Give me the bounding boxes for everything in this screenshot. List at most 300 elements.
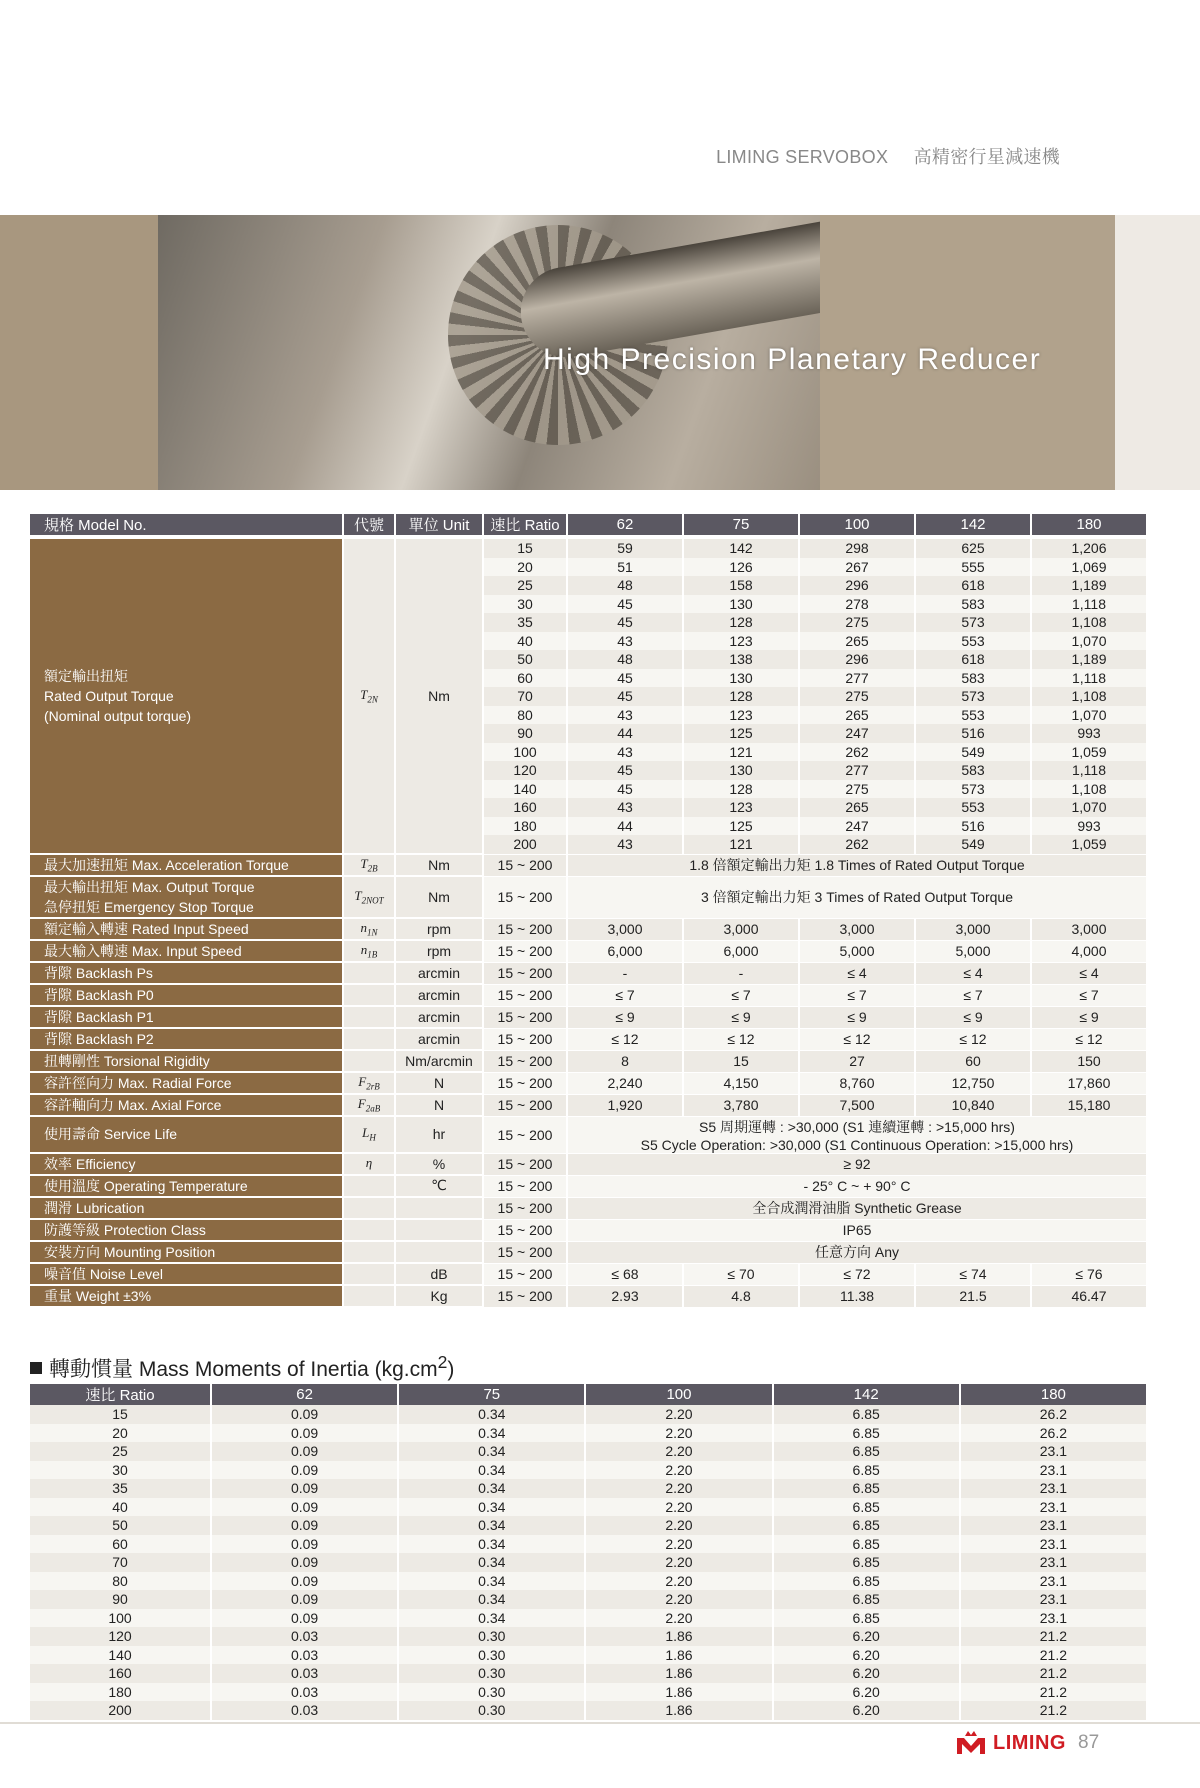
table-row xyxy=(30,1664,1146,1683)
value-cell: 2.20 xyxy=(586,1479,771,1498)
ratio-cell: 40 xyxy=(30,1498,210,1517)
unit-cell: arcmin xyxy=(396,1006,482,1028)
value-cell: ≤ 12 xyxy=(916,1028,1030,1050)
param-label-line: 背隙 Backlash P0 xyxy=(44,986,154,1003)
hero-banner xyxy=(0,215,1200,490)
symbol-cell xyxy=(344,1219,394,1241)
value-cell: 43 xyxy=(568,632,682,651)
value-cell: 44 xyxy=(568,724,682,743)
value-cell: 6.20 xyxy=(774,1701,959,1720)
ratio-cell: 40 xyxy=(484,632,566,651)
table-row xyxy=(30,1553,1146,1572)
spec-row-mounting-position xyxy=(30,1241,1146,1263)
value-cell: 247 xyxy=(800,724,914,743)
value-cell: 2.20 xyxy=(586,1442,771,1461)
value-cell: 125 xyxy=(684,817,798,836)
value-cell: 262 xyxy=(800,743,914,762)
symbol-cell xyxy=(344,1116,394,1153)
value-cell: ≤ 7 xyxy=(568,984,682,1006)
value-cell: 130 xyxy=(684,761,798,780)
value-cell: 553 xyxy=(916,706,1030,725)
value-cell: 1,070 xyxy=(1032,632,1146,651)
value-cell: 265 xyxy=(800,706,914,725)
value-cell: 6.20 xyxy=(774,1683,959,1702)
value-cell: 0.34 xyxy=(399,1535,584,1554)
value-cell: 138 xyxy=(684,650,798,669)
value-cell: ≤ 9 xyxy=(916,1006,1030,1028)
spec-row-operating-temperature xyxy=(30,1175,1146,1197)
param-label xyxy=(30,854,342,876)
param-label-line: 額定輸入轉速 Rated Input Speed xyxy=(44,920,249,937)
value-cell: ≤ 70 xyxy=(684,1263,798,1285)
table-row xyxy=(30,1683,1146,1702)
symbol-main: F xyxy=(357,1095,366,1111)
value-cell: 21.2 xyxy=(961,1627,1146,1646)
ratio-cell: 15 ~ 200 xyxy=(484,1153,566,1175)
value-cell: 583 xyxy=(916,669,1030,688)
table-row xyxy=(30,1424,1146,1443)
value-cell: 8,760 xyxy=(800,1072,914,1094)
spec-row-service-life xyxy=(30,1116,1146,1153)
symbol-cell xyxy=(344,962,394,984)
span-line: IP65 xyxy=(842,1222,872,1238)
ratio-cell: 15 ~ 200 xyxy=(484,854,566,876)
ratio-cell: 15 ~ 200 xyxy=(484,1241,566,1263)
value-cell: 23.1 xyxy=(961,1442,1146,1461)
spec-row-protection-class xyxy=(30,1219,1146,1241)
spec-header-row xyxy=(30,514,1146,539)
spec-row-torsional-rigidity xyxy=(30,1050,1146,1072)
value-cell: 45 xyxy=(568,780,682,799)
value-cell: 59 xyxy=(568,539,682,558)
ratio-cell: 15 ~ 200 xyxy=(484,1072,566,1094)
value-cell: ≤ 12 xyxy=(1032,1028,1146,1050)
value-cell: 267 xyxy=(800,558,914,577)
value-cell: 1,070 xyxy=(1032,706,1146,725)
symbol-cell xyxy=(344,918,394,940)
ratio-cell: 15 ~ 200 xyxy=(484,1197,566,1219)
unit-cell: arcmin xyxy=(396,984,482,1006)
value-cell: 150 xyxy=(1032,1050,1146,1072)
value-cell: 2.20 xyxy=(586,1590,771,1609)
value-cell: 277 xyxy=(800,761,914,780)
symbol-cell xyxy=(344,940,394,962)
value-cell: 0.03 xyxy=(212,1701,397,1720)
value-cell: 2.20 xyxy=(586,1516,771,1535)
value-cell: ≤ 68 xyxy=(568,1263,682,1285)
symbol-main: n xyxy=(360,919,367,935)
value-cell: 15,180 xyxy=(1032,1094,1146,1116)
value-cell: ≤ 74 xyxy=(916,1263,1030,1285)
spanned-value-cell xyxy=(568,1153,1146,1175)
symbol-main: L xyxy=(362,1125,370,1141)
value-cell: 23.1 xyxy=(961,1461,1146,1480)
ratio-cell: 25 xyxy=(30,1442,210,1461)
ratio-cell: 15 ~ 200 xyxy=(484,1094,566,1116)
value-cell: 6.85 xyxy=(774,1609,959,1628)
table-row xyxy=(30,1609,1146,1628)
unit-cell: Nm/arcmin xyxy=(396,1050,482,1072)
param-label xyxy=(30,1094,342,1116)
symbol-cell xyxy=(344,1263,394,1285)
value-cell: ≤ 7 xyxy=(684,984,798,1006)
unit-cell: hr xyxy=(396,1116,482,1153)
ratio-cell: 15 ~ 200 xyxy=(484,876,566,918)
ratio-cell: 15 ~ 200 xyxy=(484,1285,566,1307)
span-line: 1.8 倍額定輸出力矩 1.8 Times of Rated Output Torque xyxy=(689,857,1025,873)
banner-title: High Precision Planetary Reducer xyxy=(543,343,1042,376)
value-cell: 23.1 xyxy=(961,1553,1146,1572)
value-cell: 0.03 xyxy=(212,1664,397,1683)
value-cell: 46.47 xyxy=(1032,1285,1146,1307)
value-cell: 0.30 xyxy=(399,1627,584,1646)
param-label-line: 重量 Weight ±3% xyxy=(44,1287,152,1304)
param-label xyxy=(30,984,342,1006)
footer-brand: LIMING xyxy=(993,1731,1066,1754)
square-bullet-icon xyxy=(30,1362,42,1374)
value-cell: 549 xyxy=(916,835,1030,854)
liming-logo-icon xyxy=(955,1730,987,1756)
value-cell: 6.85 xyxy=(774,1479,959,1498)
symbol-sub: 2N xyxy=(367,694,378,705)
value-cell: 6.20 xyxy=(774,1664,959,1683)
value-cell: 247 xyxy=(800,817,914,836)
symbol-main: n xyxy=(360,941,368,957)
inertia-header-180: 180 xyxy=(961,1384,1146,1405)
value-cell: 0.30 xyxy=(399,1664,584,1683)
header-model-180: 180 xyxy=(1032,514,1146,539)
param-label-line: 背隙 Backlash P1 xyxy=(44,1008,154,1025)
symbol-cell xyxy=(344,1072,394,1094)
symbol-cell xyxy=(344,1285,394,1307)
value-cell: ≤ 4 xyxy=(800,962,914,984)
value-cell: 1,118 xyxy=(1032,669,1146,688)
span-line: 全合成潤滑油脂 Synthetic Grease xyxy=(752,1200,962,1216)
param-label xyxy=(30,1285,342,1307)
value-cell: 0.09 xyxy=(212,1479,397,1498)
value-cell: 2.20 xyxy=(586,1609,771,1628)
unit-cell xyxy=(396,1197,482,1219)
param-label-line: 急停扭矩 Emergency Stop Torque xyxy=(44,898,254,915)
ratio-cell: 90 xyxy=(484,724,566,743)
value-cell: 993 xyxy=(1032,724,1146,743)
ratio-cell: 35 xyxy=(30,1479,210,1498)
param-label-line: 防護等級 Protection Class xyxy=(44,1221,206,1238)
value-cell: 1.86 xyxy=(586,1683,771,1702)
value-cell: 0.09 xyxy=(212,1442,397,1461)
param-label xyxy=(30,962,342,984)
value-cell: 278 xyxy=(800,595,914,614)
ratio-cell: 15 ~ 200 xyxy=(484,918,566,940)
value-cell: ≤ 12 xyxy=(800,1028,914,1050)
symbol-cell xyxy=(344,1241,394,1263)
unit-cell xyxy=(396,1219,482,1241)
symbol-cell xyxy=(344,1197,394,1219)
ratio-cell: 20 xyxy=(484,558,566,577)
unit-cell: % xyxy=(396,1153,482,1175)
spec-row-backlash-ps xyxy=(30,962,1146,984)
value-cell: 45 xyxy=(568,669,682,688)
value-cell: 51 xyxy=(568,558,682,577)
value-cell: 0.09 xyxy=(212,1461,397,1480)
value-cell: 553 xyxy=(916,798,1030,817)
symbol-sub: 1N xyxy=(366,927,378,938)
table-row xyxy=(30,1590,1146,1609)
value-cell: 1,059 xyxy=(1032,743,1146,762)
spec-row-max-radial-force xyxy=(30,1072,1146,1094)
symbol-cell xyxy=(344,1094,394,1116)
value-cell: ≤ 7 xyxy=(800,984,914,1006)
value-cell: 21.5 xyxy=(916,1285,1030,1307)
page-header xyxy=(716,143,1060,169)
spec-row-backlash-p0 xyxy=(30,984,1146,1006)
inertia-header-62: 62 xyxy=(212,1384,397,1405)
value-cell: 0.34 xyxy=(399,1553,584,1572)
ratio-cell: 60 xyxy=(30,1535,210,1554)
symbol-cell xyxy=(344,854,394,876)
value-cell: 265 xyxy=(800,798,914,817)
ratio-cell: 100 xyxy=(484,743,566,762)
header-model: 規格 Model No. xyxy=(30,514,342,539)
value-cell: 6.85 xyxy=(774,1553,959,1572)
rated-output-torque-label xyxy=(30,539,342,854)
value-cell: 1,118 xyxy=(1032,595,1146,614)
value-cell: 1,920 xyxy=(568,1094,682,1116)
ratio-cell: 15 xyxy=(484,539,566,558)
value-cell: 1,108 xyxy=(1032,687,1146,706)
value-cell: 555 xyxy=(916,558,1030,577)
value-cell: 0.09 xyxy=(212,1609,397,1628)
value-cell: 45 xyxy=(568,761,682,780)
spec-row-rated-input-speed xyxy=(30,918,1146,940)
param-label-line: 最大加速扭矩 Max. Acceleration Torque xyxy=(44,856,289,873)
value-cell: 0.34 xyxy=(399,1442,584,1461)
value-cell: ≤ 4 xyxy=(1032,962,1146,984)
value-cell: 43 xyxy=(568,798,682,817)
param-label-line: 背隙 Backlash Ps xyxy=(44,964,153,981)
param-label xyxy=(30,918,342,940)
value-cell: 3,000 xyxy=(1032,918,1146,940)
ratio-cell: 100 xyxy=(30,1609,210,1628)
value-cell: 45 xyxy=(568,595,682,614)
ratio-cell: 180 xyxy=(30,1683,210,1702)
ratio-cell: 60 xyxy=(484,669,566,688)
param-label-line: 背隙 Backlash P2 xyxy=(44,1030,154,1047)
value-cell: 6.85 xyxy=(774,1498,959,1517)
footer-divider xyxy=(0,1722,1200,1724)
table-row xyxy=(30,1701,1146,1720)
param-label-line: 使用壽命 Service Life xyxy=(44,1126,178,1142)
ratio-cell: 15 ~ 200 xyxy=(484,984,566,1006)
spec-row-weight xyxy=(30,1285,1146,1307)
value-cell: 4.8 xyxy=(684,1285,798,1307)
spec-row-noise-level xyxy=(30,1263,1146,1285)
value-cell: 6.85 xyxy=(774,1442,959,1461)
value-cell: 1,206 xyxy=(1032,539,1146,558)
ratio-cell: 15 ~ 200 xyxy=(484,962,566,984)
ratio-cell: 80 xyxy=(30,1572,210,1591)
value-cell: 0.09 xyxy=(212,1516,397,1535)
inertia-title-sup: 2 xyxy=(437,1352,448,1372)
value-cell: 0.03 xyxy=(212,1683,397,1702)
value-cell: 5,000 xyxy=(916,940,1030,962)
value-cell: 0.09 xyxy=(212,1498,397,1517)
value-cell: 23.1 xyxy=(961,1498,1146,1517)
value-cell: 6.85 xyxy=(774,1516,959,1535)
inertia-table xyxy=(28,1384,1148,1720)
ratio-cell: 70 xyxy=(30,1553,210,1572)
param-label-line: 額定輸出扭矩 xyxy=(44,667,128,684)
value-cell: 6.20 xyxy=(774,1646,959,1665)
value-cell: 21.2 xyxy=(961,1683,1146,1702)
ratio-cell: 30 xyxy=(30,1461,210,1480)
value-cell: 45 xyxy=(568,687,682,706)
symbol-cell xyxy=(344,876,394,918)
header-brand-cn: 高精密行星減速機 xyxy=(913,147,1060,167)
value-cell: 993 xyxy=(1032,817,1146,836)
value-cell: 123 xyxy=(684,798,798,817)
span-line: S5 周期運轉 : >30,000 (S1 連續運轉 : >15,000 hrs) xyxy=(699,1118,1015,1135)
banner-edge xyxy=(1115,215,1200,490)
span-line: ≥ 92 xyxy=(843,1156,871,1172)
value-cell: 11.38 xyxy=(800,1285,914,1307)
value-cell: 3,000 xyxy=(568,918,682,940)
value-cell: 130 xyxy=(684,595,798,614)
value-cell: 0.34 xyxy=(399,1516,584,1535)
value-cell: 1,118 xyxy=(1032,761,1146,780)
value-cell: 1,189 xyxy=(1032,576,1146,595)
value-cell: 6.85 xyxy=(774,1590,959,1609)
ratio-cell: 15 ~ 200 xyxy=(484,1116,566,1153)
table-row xyxy=(30,1516,1146,1535)
table-row xyxy=(30,1535,1146,1554)
inertia-header-142: 142 xyxy=(774,1384,959,1405)
value-cell: 0.09 xyxy=(212,1535,397,1554)
value-cell: 23.1 xyxy=(961,1516,1146,1535)
value-cell: ≤ 9 xyxy=(800,1006,914,1028)
value-cell: 2.20 xyxy=(586,1572,771,1591)
value-cell: 1,189 xyxy=(1032,650,1146,669)
ratio-cell: 180 xyxy=(484,817,566,836)
inertia-header-75: 75 xyxy=(399,1384,584,1405)
value-cell: 7,500 xyxy=(800,1094,914,1116)
value-cell: 296 xyxy=(800,576,914,595)
spanned-value-cell xyxy=(568,1116,1146,1153)
value-cell: 516 xyxy=(916,724,1030,743)
value-cell: 121 xyxy=(684,835,798,854)
value-cell: 618 xyxy=(916,576,1030,595)
footer-logo xyxy=(955,1730,1099,1756)
value-cell: 2.20 xyxy=(586,1461,771,1480)
ratio-cell: 20 xyxy=(30,1424,210,1443)
unit-cell: Nm xyxy=(396,876,482,918)
param-label-line: 最大輸入轉速 Max. Input Speed xyxy=(44,942,242,959)
value-cell: 0.30 xyxy=(399,1701,584,1720)
ratio-cell: 50 xyxy=(484,650,566,669)
value-cell: 4,150 xyxy=(684,1072,798,1094)
value-cell: 1.86 xyxy=(586,1664,771,1683)
param-label xyxy=(30,1219,342,1241)
value-cell: 26.2 xyxy=(961,1405,1146,1424)
symbol-sub: 2B xyxy=(367,863,378,874)
symbol-main: T xyxy=(360,855,368,871)
symbol-cell xyxy=(344,1175,394,1197)
table-row xyxy=(30,1627,1146,1646)
ratio-cell: 120 xyxy=(484,761,566,780)
value-cell: 2.20 xyxy=(586,1553,771,1572)
value-cell: ≤ 12 xyxy=(568,1028,682,1050)
param-label xyxy=(30,1175,342,1197)
value-cell: 1,108 xyxy=(1032,780,1146,799)
symbol-main: η xyxy=(365,1154,373,1170)
value-cell: 0.34 xyxy=(399,1590,584,1609)
value-cell: 15 xyxy=(684,1050,798,1072)
value-cell: 43 xyxy=(568,743,682,762)
value-cell: 48 xyxy=(568,650,682,669)
value-cell: 0.09 xyxy=(212,1424,397,1443)
value-cell: 573 xyxy=(916,780,1030,799)
value-cell: 6.85 xyxy=(774,1572,959,1591)
ratio-cell: 70 xyxy=(484,687,566,706)
spec-row-lubrication xyxy=(30,1197,1146,1219)
value-cell: 583 xyxy=(916,761,1030,780)
spec-row-max-output-torque xyxy=(30,876,1146,918)
ratio-cell: 15 xyxy=(30,1405,210,1424)
unit-cell: rpm xyxy=(396,940,482,962)
value-cell: 12,750 xyxy=(916,1072,1030,1094)
param-label-line: 噪音值 Noise Level xyxy=(44,1265,164,1282)
unit-cell: ℃ xyxy=(396,1175,482,1197)
value-cell: 1.86 xyxy=(586,1646,771,1665)
value-cell: 265 xyxy=(800,632,914,651)
value-cell: 6,000 xyxy=(684,940,798,962)
table-row xyxy=(30,1498,1146,1517)
value-cell: ≤ 76 xyxy=(1032,1263,1146,1285)
value-cell: 23.1 xyxy=(961,1609,1146,1628)
value-cell: 43 xyxy=(568,706,682,725)
value-cell: 8 xyxy=(568,1050,682,1072)
ratio-cell: 90 xyxy=(30,1590,210,1609)
value-cell: 1,059 xyxy=(1032,835,1146,854)
value-cell: ≤ 4 xyxy=(916,962,1030,984)
table-row xyxy=(30,539,1146,558)
value-cell: 3,000 xyxy=(684,918,798,940)
unit-cell: rpm xyxy=(396,918,482,940)
value-cell: 123 xyxy=(684,706,798,725)
value-cell: ≤ 9 xyxy=(684,1006,798,1028)
value-cell: 1,069 xyxy=(1032,558,1146,577)
param-label-line: 使用溫度 Operating Temperature xyxy=(44,1177,248,1194)
value-cell: 27 xyxy=(800,1050,914,1072)
param-label-line: 扭轉剛性 Torsional Rigidity xyxy=(44,1052,210,1069)
param-label xyxy=(30,1153,342,1175)
inertia-title-end: ) xyxy=(447,1358,455,1381)
unit-cell: arcmin xyxy=(396,1028,482,1050)
value-cell: 6.85 xyxy=(774,1405,959,1424)
value-cell: 2.93 xyxy=(568,1285,682,1307)
value-cell: 142 xyxy=(684,539,798,558)
value-cell: 125 xyxy=(684,724,798,743)
value-cell: 26.2 xyxy=(961,1424,1146,1443)
param-label xyxy=(30,1072,342,1094)
param-label xyxy=(30,1263,342,1285)
value-cell: 6.85 xyxy=(774,1424,959,1443)
param-label-line: Rated Output Torque xyxy=(44,687,174,704)
param-label-line: 最大輸出扭矩 Max. Output Torque xyxy=(44,878,255,895)
value-cell: 618 xyxy=(916,650,1030,669)
spanned-value-cell xyxy=(568,1219,1146,1241)
span-line: 任意方向 Any xyxy=(814,1244,899,1260)
